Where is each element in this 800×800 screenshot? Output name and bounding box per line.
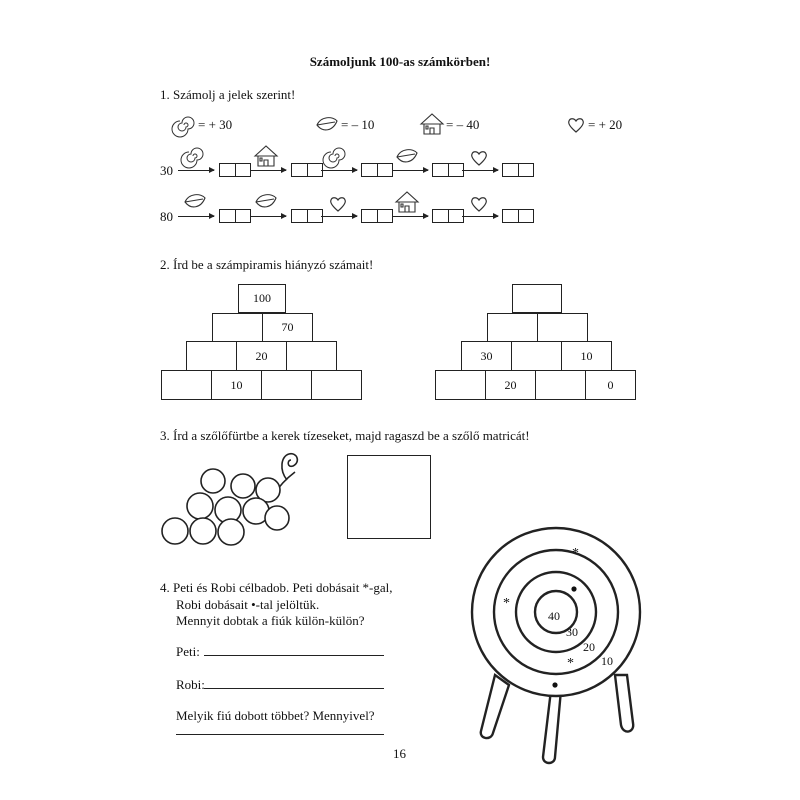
chain-arrow [392,216,428,217]
legend-house-value: = – 40 [446,117,480,132]
leaf-icon [395,147,419,167]
ring-label-30: 30 [566,625,578,639]
pyramid-cell[interactable] [261,370,312,400]
chain-arrow [462,216,498,217]
house-icon [419,112,445,136]
pyramid-cell[interactable] [487,313,538,342]
robi-label: Robi: [176,677,205,692]
robi-throw-dot [571,586,576,591]
pyramid-cell[interactable]: 20 [485,370,536,400]
answer-box[interactable] [361,209,393,223]
leaf-icon [254,192,278,212]
pyramid-cell[interactable] [512,284,562,313]
pyramid-cell[interactable] [537,313,588,342]
answer-box[interactable] [502,163,534,177]
chain2-start: 80 [160,209,173,224]
pyramid-cell[interactable] [186,341,237,371]
robi-answer-line[interactable] [204,688,384,689]
chain1-start: 30 [160,163,173,178]
pyramid-cell[interactable] [212,313,263,342]
chain-arrow [392,170,428,171]
chain-arrow [321,216,357,217]
task2-heading: 2. Írd be a számpiramis hiányzó számait! [160,257,374,272]
leaf-icon [315,115,339,135]
peti-throw-star: * [572,546,579,561]
pyramid-cell[interactable]: 70 [262,313,313,342]
chain-arrow [250,170,286,171]
spiral-icon [324,145,346,167]
dartboard [455,535,655,765]
house-icon [394,190,420,214]
heart-icon [567,117,585,133]
pyramid-cell[interactable]: 0 [585,370,636,400]
pyramid-cell[interactable] [435,370,486,400]
house-icon [253,144,279,168]
page-title: Számoljunk 100-as számkörben! [309,54,491,69]
spiral-icon [173,114,195,136]
task3-heading: 3. Írd a szőlőfürtbe a kerek tízeseket, majd ragaszd be a szőlő matricát! [160,428,530,443]
answer-box[interactable] [219,163,251,177]
heart-icon [470,150,488,166]
sticker-box[interactable] [347,455,431,539]
task1-heading: 1. Számolj a jelek szerint! [160,87,296,102]
pyramid-cell[interactable] [286,341,337,371]
chain-arrow [321,170,357,171]
task4-line2: Robi dobásait •-tal jelöltük. [176,597,320,612]
legend-spiral-value: = + 30 [198,117,233,132]
task4-line1: 4. Peti és Robi célbadob. Peti dobásait *-gal, [160,580,393,595]
answer-box[interactable] [219,209,251,223]
chain-arrow [178,216,214,217]
answer-box[interactable] [291,209,323,223]
answer-box[interactable] [291,163,323,177]
task4-question: Melyik fiú dobott többet? Mennyivel? [176,708,375,723]
chain-arrow [178,170,214,171]
ring-label-40: 40 [548,609,560,623]
robi-throw-dot [552,682,557,687]
pyramid-cell[interactable] [311,370,362,400]
ring-label-20: 20 [583,640,595,654]
answer-box[interactable] [432,163,464,177]
task4-line3: Mennyit dobtak a fiúk külön-külön? [176,613,365,628]
heart-icon [470,196,488,212]
pyramid-cell[interactable]: 100 [238,284,286,313]
pyramid-cell[interactable]: 20 [236,341,287,371]
peti-answer-line[interactable] [204,655,384,656]
pyramid-cell[interactable]: 10 [561,341,612,371]
page-number: 16 [393,746,406,761]
answer-box[interactable] [361,163,393,177]
pyramid-cell[interactable] [511,341,562,371]
chain-arrow [250,216,286,217]
pyramid-cell[interactable] [161,370,212,400]
grape-bunch-icon[interactable] [155,448,315,558]
ring-label-10: 10 [601,654,613,668]
heart-icon [329,196,347,212]
peti-throw-star: * [503,596,510,611]
chain-arrow [462,170,498,171]
spiral-icon [182,145,204,167]
leaf-icon [183,192,207,212]
question-answer-line[interactable] [176,734,384,735]
peti-label: Peti: [176,644,200,659]
answer-box[interactable] [432,209,464,223]
legend-leaf-value: = – 10 [341,117,375,132]
peti-throw-star: * [567,656,574,671]
pyramid-cell[interactable]: 30 [461,341,512,371]
answer-box[interactable] [502,209,534,223]
legend-heart-value: = + 20 [588,117,623,132]
pyramid-cell[interactable] [535,370,586,400]
pyramid-cell[interactable]: 10 [211,370,262,400]
